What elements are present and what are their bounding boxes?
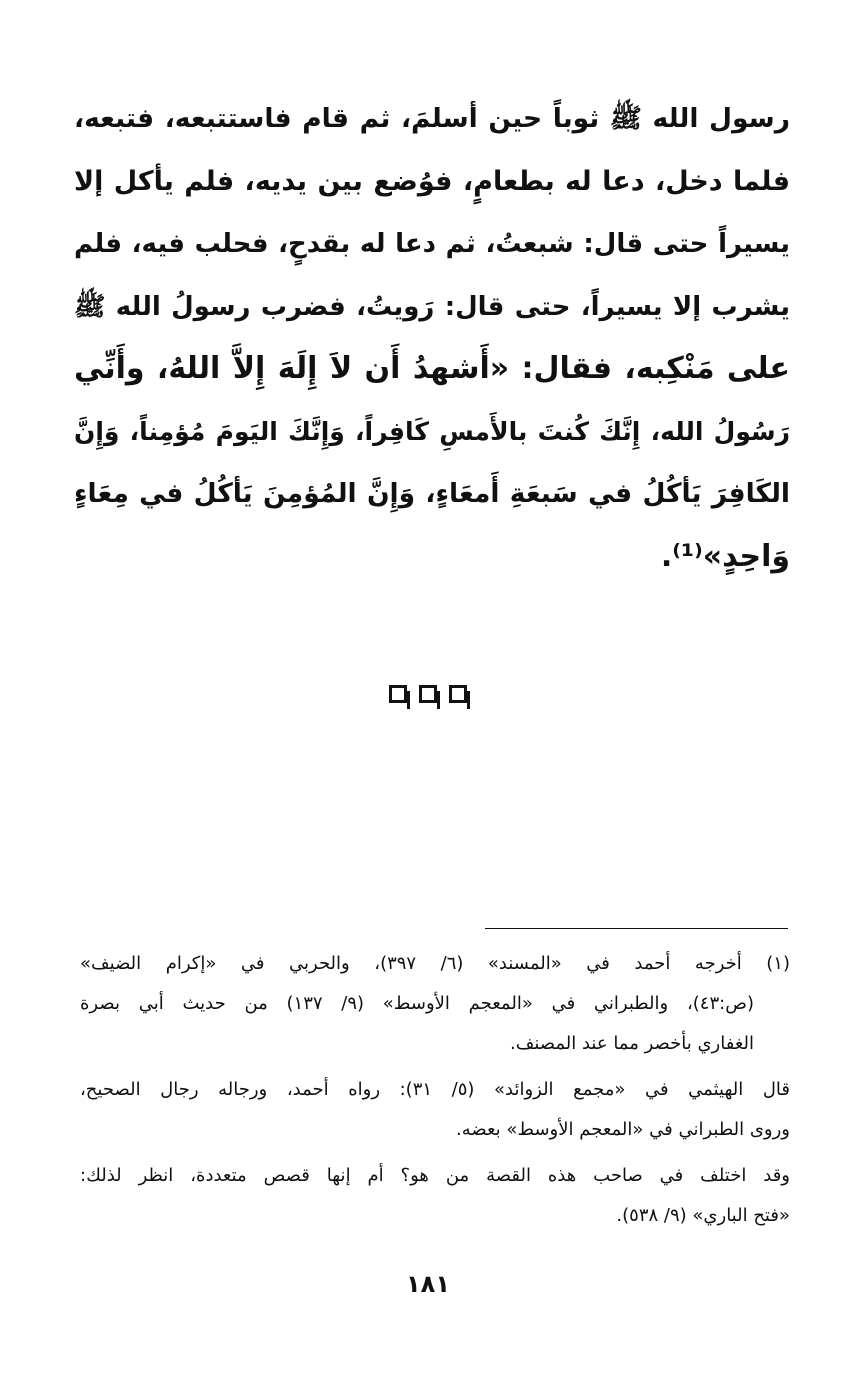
text-line: يسيراً حتى قال: شبعتُ، ثم دعا له بقدحٍ، فحلب فيه، فلم (74, 229, 790, 259)
text-line: فلما دخل، دعا له بطعامٍ، فوُضع بين يديه، فلم يأكل إلا (74, 165, 790, 197)
text-line: على مَنْكِبه، فقال: «أَشهدُ أَن لاَ إِلَهَ إِلاَّ اللهُ، وأَنِّي (74, 351, 790, 386)
footnote-line: (١) أخرجه أحمد في «المسند» (٦/ ٣٩٧)، والحربي في «إكرام الضيف» (80, 953, 790, 974)
footnote-line: وقد اختلف في صاحب هذه القصة من هو؟ أم إنها قصص متعددة، انظر لذلك: (80, 1165, 790, 1186)
text-line: الكَافِرَ يَأكُلُ في سَبعَةِ أَمعَاءٍ، وَإِنَّ المُؤمِنَ يَأكُلُ في مِعَاءٍ (74, 478, 790, 509)
footnote-line: وروى الطبراني في «المعجم الأوسط» بعضه. (455, 1119, 790, 1140)
footnote-line: الغفاري بأخصر مما عند المصنف. (509, 1033, 754, 1054)
footnote-line: (ص:٤٣)، والطبراني في «المعجم الأوسط» (٩/ ١٣٧) من حديث أبي بصرة (80, 993, 754, 1014)
text-line: رسول الله ﷺ ثوباً حين أسلمَ، ثم قام فاستتبعه، فتبعه، (74, 103, 790, 134)
text-line: وَاحِدٍ»⁽¹⁾. (660, 538, 790, 574)
square-ornament-icon (389, 685, 407, 703)
main-text (74, 88, 790, 588)
text-line: رَسُولُ الله، إِنَّكَ كُنتَ بالأَمسِ كَافِراً، وَإِنَّكَ اليَومَ مُؤمِناً، وَإِنَّ (74, 416, 790, 446)
section-separator (0, 685, 856, 703)
footnote-line: «فتح الباري» (٩/ ٥٣٨). (616, 1205, 790, 1226)
square-ornament-icon (419, 685, 437, 703)
square-ornament-icon (449, 685, 467, 703)
footnote-line: قال الهيثمي في «مجمع الزوائد» (٥/ ٣١): رواه أحمد، ورجاله رجال الصحيح، (80, 1079, 790, 1100)
text-line: يشرب إلا يسيراً، حتى قال: رَويتُ، فضرب رسولُ الله ﷺ (74, 291, 790, 322)
footnotes (80, 944, 790, 1236)
page-number: ١٨١ (406, 1270, 450, 1298)
footnote-divider (485, 928, 788, 929)
